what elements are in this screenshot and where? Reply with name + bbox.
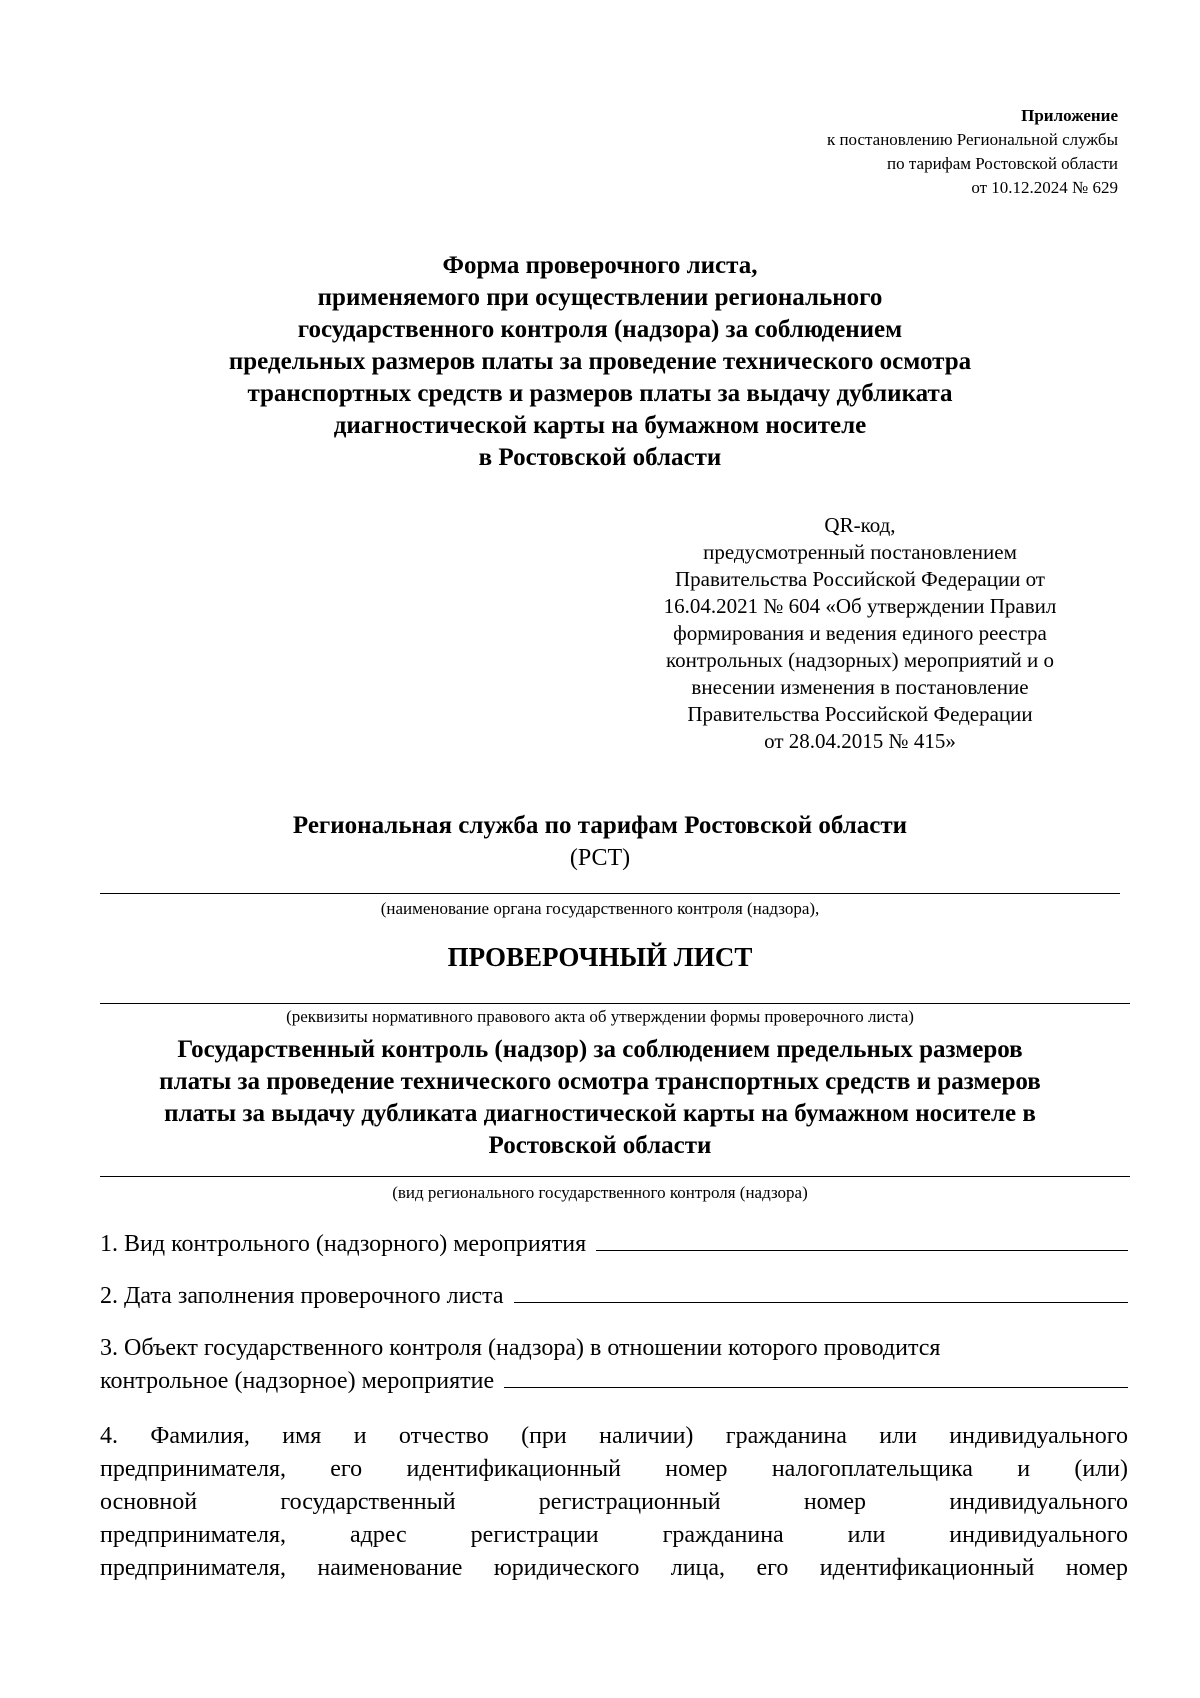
item-4-line: предпринимателя, наименование юридического лица, его идентификационный номер	[100, 1555, 1128, 1581]
qr-note-line: контрольных (надзорных) мероприятий и о	[665, 648, 1055, 672]
item-4-line: основной государственный регистрационный номер индивидуального	[100, 1489, 1128, 1515]
form-title	[100, 250, 1100, 474]
qr-note-line: предусмотренный постановлением	[703, 540, 1017, 564]
organization-caption: (наименование органа государственного контроля (надзора),	[380, 899, 820, 918]
appendix-line: от 10.12.2024 № 629	[971, 178, 1118, 197]
appendix-block	[827, 104, 1118, 200]
form-title-line: диагностической карты на бумажном носителе	[333, 412, 867, 439]
form-title-line: транспортных средств и размеров платы за выдачу дубликата	[247, 380, 953, 407]
item-2	[100, 1280, 1128, 1313]
appendix-line: по тарифам Ростовской области	[887, 154, 1118, 173]
item-4-line: предпринимателя, его идентификационный номер налогоплательщика и (или)	[100, 1456, 1128, 1482]
organization-underline	[100, 893, 1120, 894]
form-title-line: предельных размеров платы за проведение технического осмотра	[228, 348, 972, 375]
organization-abbr: (РСТ)	[569, 845, 631, 871]
qr-note-line: от 28.04.2015 № 415»	[764, 729, 956, 753]
item-3-field[interactable]	[504, 1365, 1128, 1388]
appendix-line: к постановлению Региональной службы	[826, 130, 1118, 149]
control-title-line: платы за выдачу дубликата диагностической карты на бумажном носителе в	[164, 1100, 1036, 1127]
sheet-caption: (реквизиты нормативного правового акта об утверждении формы проверочного листа)	[286, 1007, 914, 1026]
qr-note-line: внесении изменения в постановление	[691, 675, 1029, 699]
form-title-line: применяемого при осуществлении регионального	[317, 284, 883, 311]
form-title-line: в Ростовской области	[478, 444, 722, 471]
control-type-caption: (вид регионального государственного контроля (надзора)	[392, 1183, 808, 1202]
sheet-underline	[100, 1003, 1130, 1004]
item-1-field[interactable]	[596, 1228, 1128, 1251]
item-4	[100, 1420, 1128, 1585]
sheet-title: ПРОВЕРОЧНЫЙ ЛИСТ	[447, 942, 753, 972]
organization-name: Региональная служба по тарифам Ростовской области	[292, 812, 908, 839]
qr-note-line: формирования и ведения единого реестра	[673, 621, 1047, 645]
item-4-line: предпринимателя, адрес регистрации гражданина или индивидуального	[100, 1522, 1128, 1548]
qr-code-note	[620, 512, 1100, 755]
appendix-title: Приложение	[1021, 106, 1118, 125]
item-2-label: 2. Дата заполнения проверочного листа	[100, 1283, 504, 1309]
item-1-label: 1. Вид контрольного (надзорного) мероприятия	[100, 1231, 587, 1257]
item-3	[100, 1332, 1128, 1398]
qr-note-line: QR-код,	[824, 513, 896, 537]
item-3-label-line1: 3. Объект государственного контроля (надзора) в отношении которого проводится	[100, 1335, 941, 1361]
control-title-line: Ростовской области	[488, 1132, 712, 1159]
qr-note-line: Правительства Российской Федерации	[687, 702, 1033, 726]
form-title-line: государственного контроля (надзора) за соблюдением	[297, 316, 903, 343]
control-type-title	[100, 1034, 1100, 1162]
item-3-label-line2: контрольное (надзорное) мероприятие	[100, 1368, 495, 1394]
item-2-field[interactable]	[514, 1280, 1128, 1303]
item-1	[100, 1228, 1128, 1261]
control-title-line: платы за проведение технического осмотра транспортных средств и размеров	[159, 1068, 1041, 1095]
control-title-line: Государственный контроль (надзор) за соблюдением предельных размеров	[177, 1036, 1023, 1063]
form-title-line: Форма проверочного листа,	[442, 252, 758, 279]
control-type-underline	[100, 1176, 1130, 1177]
qr-note-line: 16.04.2021 № 604 «Об утверждении Правил	[663, 594, 1057, 618]
qr-note-line: Правительства Российской Федерации от	[675, 567, 1045, 591]
item-4-line: 4. Фамилия, имя и отчество (при наличии) гражданина или индивидуального	[100, 1423, 1128, 1449]
